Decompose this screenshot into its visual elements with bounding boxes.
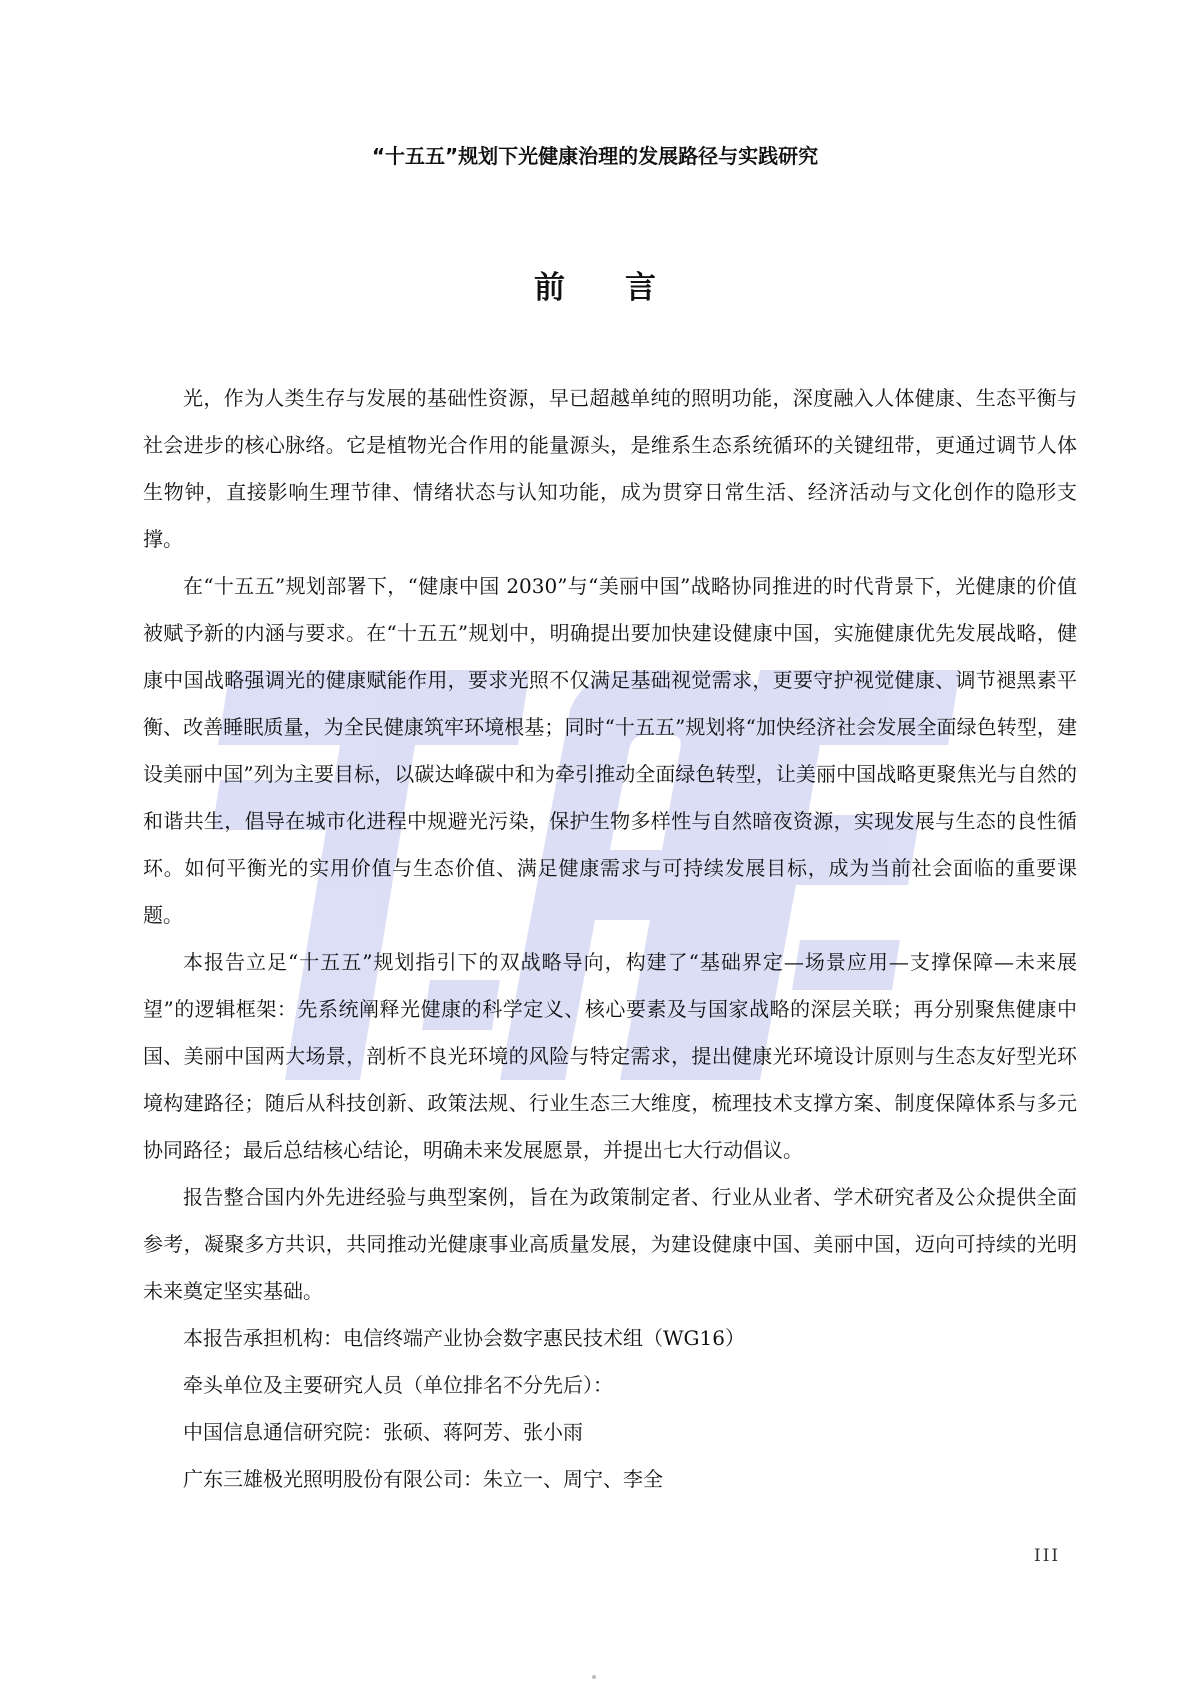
title-char-2: 言 [625,270,656,306]
preface-body [143,375,1077,1503]
info-line-organization: 本报告承担机构：电信终端产业协会数字惠民技术组（WG16） [183,1326,745,1350]
paragraph: 光，作为人类生存与发展的基础性资源，早已超越单纯的照明功能，深度融入人体健康、生态平衡与社会进步的核心脉络。它是植物光合作用的能量源头，是维系生态系统循环的关键纽带，更通过调节人体生物钟，直接影响生理节律、情绪状态与认知功能，成为贯穿日常生活、经济活动与文化创作的隐形支撑。 [143,386,1077,551]
info-line-sanxiong: 广东三雄极光照明股份有限公司：朱立一、周宁、李全 [183,1467,663,1491]
page-dot [592,1675,596,1679]
paragraph: 报告整合国内外先进经验与典型案例，旨在为政策制定者、行业从业者、学术研究者及公众提供全面参考，凝聚多方共识，共同推动光健康事业高质量发展，为建设健康中国、美丽中国，迈向可持续的光明未来奠定坚实基础。 [143,1185,1077,1303]
title-char-1: 前 [534,270,565,306]
running-header: “十五五”规划下光健康治理的发展路径与实践研究 [371,144,819,168]
page-title [0,262,1190,307]
paragraph: 本报告立足“十五五”规划指引下的双战略导向，构建了“基础界定—场景应用—支撑保障—未来展望”的逻辑框架：先系统阐释光健康的科学定义、核心要素及与国家战略的深层关联；再分别聚焦健康中国、美丽中国两大场景，剖析不良光环境的风险与特定需求，提出健康光环境设计原则与生态友好型光环境构建路径；随后从科技创新、政策法规、行业生态三大维度，梳理技术支撑方案、制度保障体系与多元协同路径；最后总结核心结论，明确未来发展愿景，并提出七大行动倡议。 [143,950,1077,1162]
info-line-lead-units: 牵头单位及主要研究人员（单位排名不分先后）： [183,1373,613,1397]
info-line-caict: 中国信息通信研究院：张硕、蒋阿芳、张小雨 [183,1420,583,1444]
page-number: III [1034,1546,1061,1566]
paragraph: 在“十五五”规划部署下，“健康中国 2030”与“美丽中国”战略协同推进的时代背景下，光健康的价值被赋予新的内涵与要求。在“十五五”规划中，明确提出要加快建设健康中国，实施健康优先发展战略，健康中国战略强调光的健康赋能作用，要求光照不仅满足基础视觉需求，更要守护视觉健康、调节褪黑素平衡、改善睡眠质量，为全民健康筑牢环境根基；同时“十五五”规划将“加快经济社会发展全面绿色转型，建设美丽中国”列为主要目标，以碳达峰碳中和为牵引推动全面绿色转型，让美丽中国战略更聚焦光与自然的和谐共生，倡导在城市化进程中规避光污染，保护生物多样性与自然暗夜资源，实现发展与生态的良性循环。如何平衡光的实用价值与生态价值、满足健康需求与可持续发展目标，成为当前社会面临的重要课题。 [143,574,1077,927]
